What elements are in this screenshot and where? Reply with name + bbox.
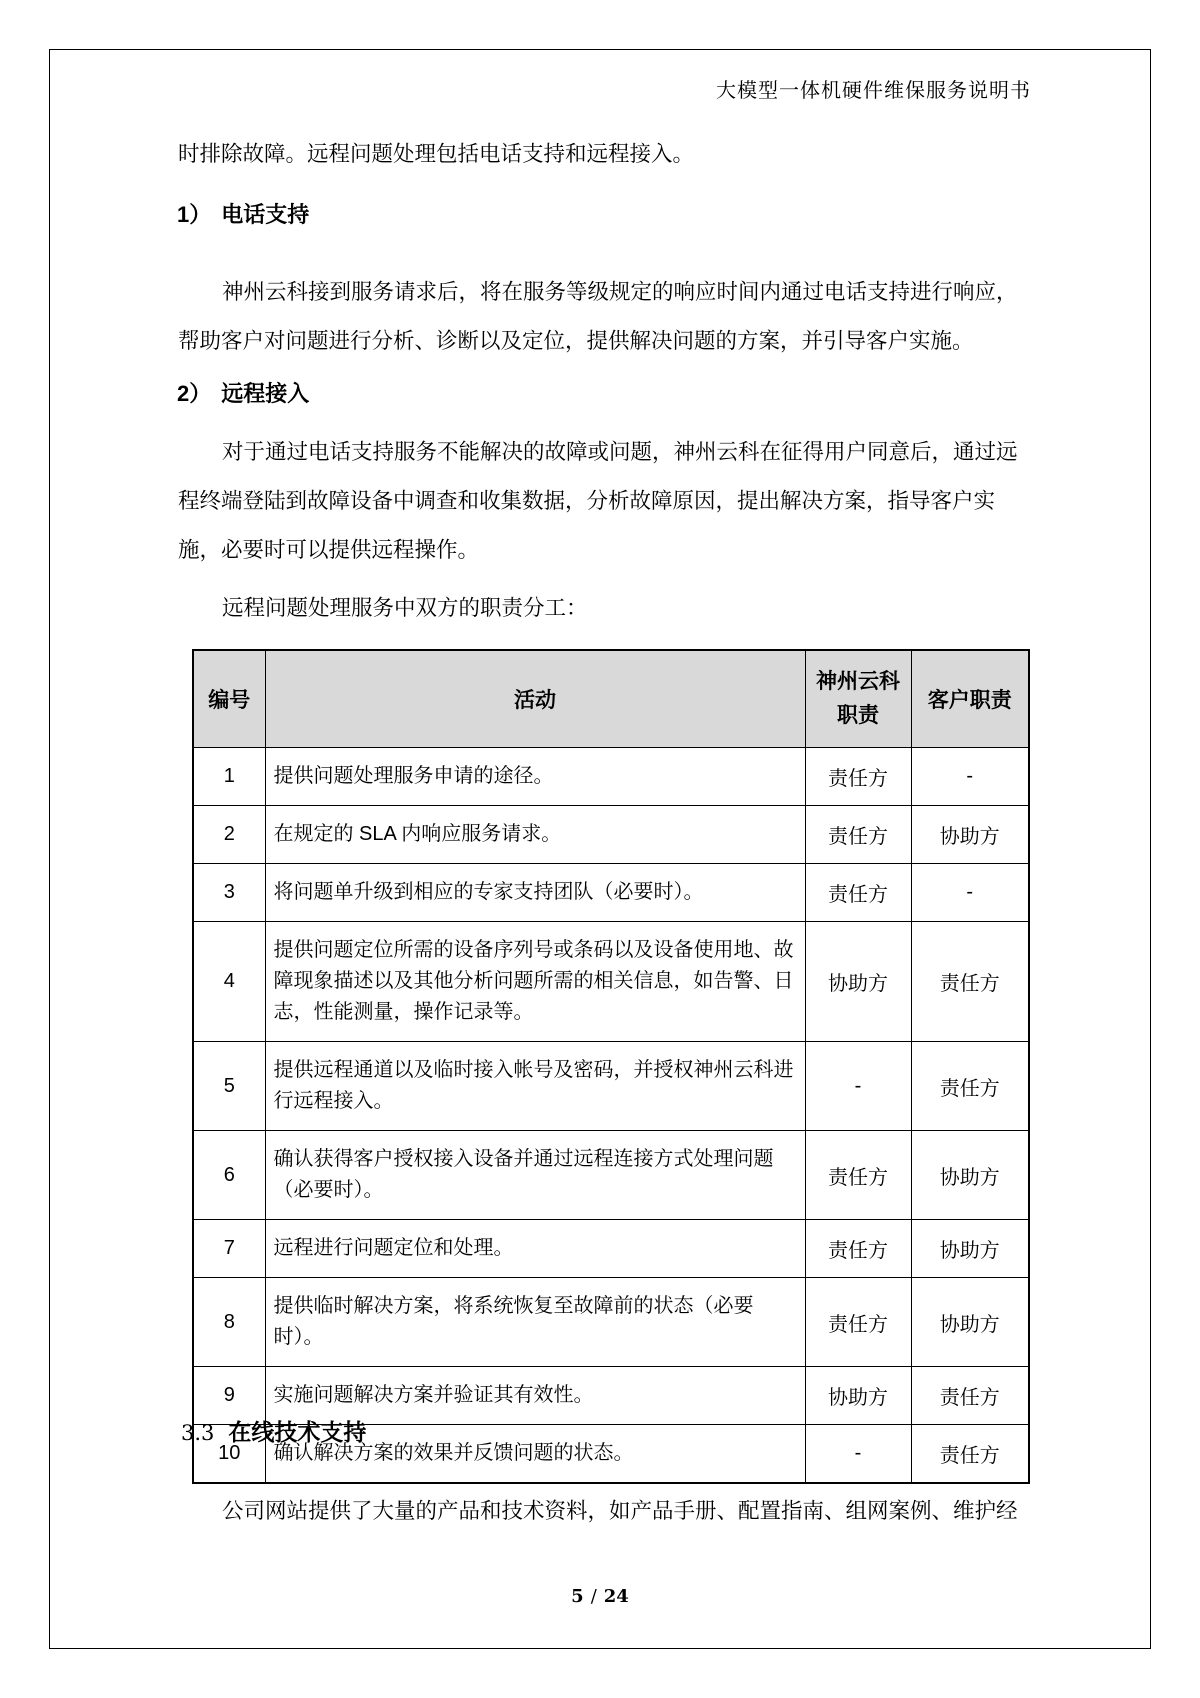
cell-customer-role: 协助方 — [911, 1131, 1029, 1220]
cell-no: 8 — [193, 1278, 265, 1367]
paragraph-line: 程终端登陆到故障设备中调查和收集数据，分析故障原因，提出解决方案，指导客户实 — [178, 489, 996, 513]
section-number: 1） — [177, 202, 212, 227]
cell-no: 2 — [193, 806, 265, 864]
table-row — [193, 922, 1029, 1042]
cell-customer-role: 协助方 — [911, 1220, 1029, 1278]
document-header-title: 大模型一体机硬件维保服务说明书 — [716, 78, 1031, 102]
cell-vendor-role: 责任方 — [805, 748, 911, 806]
cell-vendor-role: 责任方 — [805, 1220, 911, 1278]
cell-customer-role: 责任方 — [911, 1042, 1029, 1131]
cell-customer-role: 责任方 — [911, 1367, 1029, 1425]
cell-customer-role: - — [911, 748, 1029, 806]
cell-activity: 将问题单升级到相应的专家支持团队（必要时）。 — [265, 864, 805, 922]
section-number: 2） — [177, 381, 212, 406]
cell-vendor-role: 协助方 — [805, 1367, 911, 1425]
footer-separator: / — [590, 1586, 597, 1607]
section-heading-remote-access — [177, 377, 309, 408]
cell-vendor-role: 协助方 — [805, 922, 911, 1042]
table-row — [193, 1220, 1029, 1278]
cell-no: 1 — [193, 748, 265, 806]
section-heading-phone-support — [177, 198, 309, 229]
table-intro-line: 远程问题处理服务中双方的职责分工： — [222, 596, 588, 620]
responsibility-table-container — [192, 649, 1030, 1484]
cell-activity: 确认解决方案的效果并反馈问题的状态。 — [265, 1425, 805, 1484]
cell-vendor-role: 责任方 — [805, 864, 911, 922]
paragraph-line: 对于通过电话支持服务不能解决的故障或问题，神州云科在征得用户同意后，通过远 — [222, 440, 1018, 464]
cell-no: 9 — [193, 1367, 265, 1425]
cell-no: 7 — [193, 1220, 265, 1278]
page-border — [49, 49, 1151, 1649]
cell-activity: 提供问题处理服务申请的途径。 — [265, 748, 805, 806]
cell-vendor-role: - — [805, 1425, 911, 1484]
section-heading-online-support — [181, 1414, 366, 1447]
table-header-row — [193, 650, 1029, 748]
cell-activity: 提供远程通道以及临时接入帐号及密码，并授权神州云科进行远程接入。 — [265, 1042, 805, 1131]
paragraph-line: 施，必要时可以提供远程操作。 — [178, 538, 480, 562]
phone-support-paragraph — [178, 268, 1018, 366]
cell-no: 3 — [193, 864, 265, 922]
cell-customer-role: - — [911, 864, 1029, 922]
cell-customer-role: 责任方 — [911, 1425, 1029, 1484]
table-row — [193, 806, 1029, 864]
cell-vendor-role: 责任方 — [805, 806, 911, 864]
cell-activity: 提供问题定位所需的设备序列号或条码以及设备使用地、故障现象描述以及其他分析问题所需的相关信息，如告警、日志，性能测量，操作记录等。 — [265, 922, 805, 1042]
paragraph-line: 帮助客户对问题进行分析、诊断以及定位，提供解决问题的方案，并引导客户实施。 — [178, 329, 974, 353]
cell-activity: 确认获得客户授权接入设备并通过远程连接方式处理问题（必要时）。 — [265, 1131, 805, 1220]
cell-customer-role: 协助方 — [911, 1278, 1029, 1367]
header-cell-activity: 活动 — [265, 650, 805, 748]
section-number: 3.3 — [181, 1421, 215, 1445]
table-row — [193, 1278, 1029, 1367]
cell-customer-role: 责任方 — [911, 922, 1029, 1042]
remote-access-paragraph — [178, 428, 1018, 575]
cell-vendor-role: 责任方 — [805, 1131, 911, 1220]
section-label: 在线技术支持 — [228, 1419, 367, 1445]
header-vendor-line1: 神州云科 — [816, 670, 900, 693]
table-row — [193, 1042, 1029, 1131]
cell-activity: 在规定的 SLA 内响应服务请求。 — [265, 806, 805, 864]
cell-activity: 远程进行问题定位和处理。 — [265, 1220, 805, 1278]
cell-no: 10 — [193, 1425, 265, 1484]
responsibility-table — [192, 649, 1030, 1484]
cell-no: 5 — [193, 1042, 265, 1131]
header-cell-customer: 客户职责 — [911, 650, 1029, 748]
cell-vendor-role: - — [805, 1042, 911, 1131]
cell-no: 6 — [193, 1131, 265, 1220]
section-label: 远程接入 — [221, 381, 310, 406]
online-support-paragraph-line: 公司网站提供了大量的产品和技术资料，如产品手册、配置指南、组网案例、维护经 — [222, 1499, 1018, 1523]
header-cell-vendor — [805, 650, 911, 748]
cell-no: 4 — [193, 922, 265, 1042]
cell-activity: 实施问题解决方案并验证其有效性。 — [265, 1367, 805, 1425]
footer-total-pages: 24 — [603, 1586, 629, 1607]
table-row — [193, 864, 1029, 922]
cell-vendor-role: 责任方 — [805, 1278, 911, 1367]
intro-paragraph-line: 时排除故障。远程问题处理包括电话支持和远程接入。 — [178, 142, 695, 166]
cell-activity: 提供临时解决方案，将系统恢复至故障前的状态（必要时）。 — [265, 1278, 805, 1367]
table-row — [193, 1131, 1029, 1220]
cell-customer-role: 协助方 — [911, 806, 1029, 864]
header-cell-no: 编号 — [193, 650, 265, 748]
header-vendor-line2: 职责 — [837, 704, 879, 727]
section-label: 电话支持 — [221, 202, 310, 227]
paragraph-line: 神州云科接到服务请求后，将在服务等级规定的响应时间内通过电话支持进行响应， — [222, 280, 1018, 304]
footer-current-page: 5 — [571, 1586, 584, 1607]
table-row — [193, 748, 1029, 806]
page-footer — [571, 1586, 629, 1607]
